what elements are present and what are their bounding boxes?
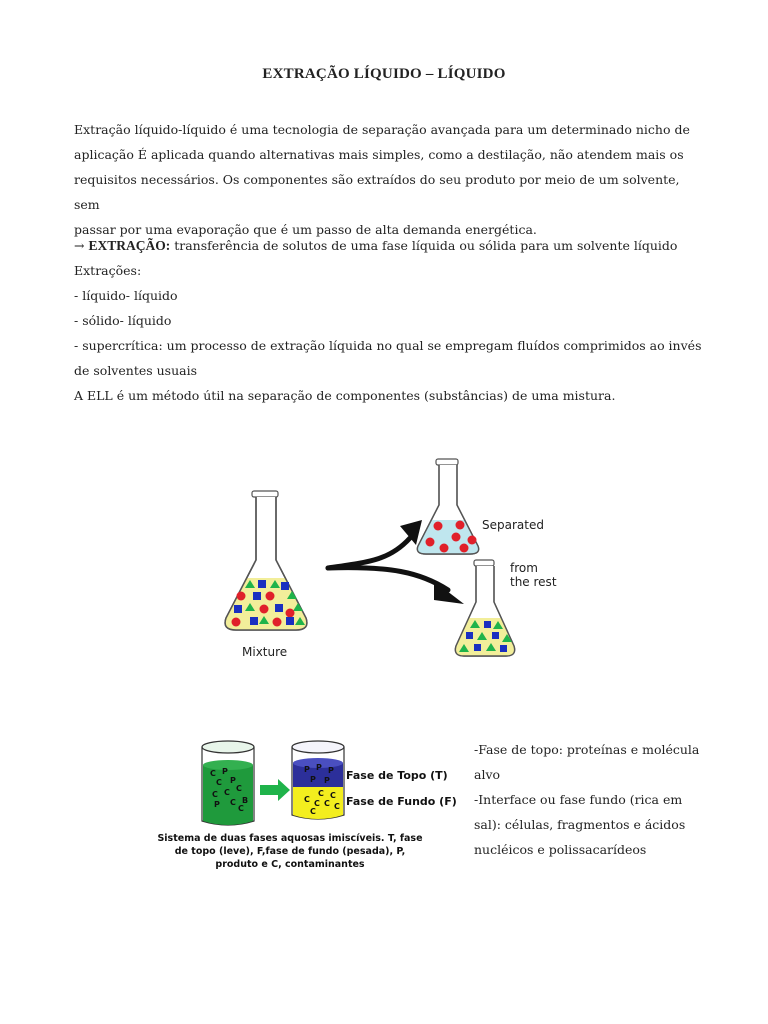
svg-text:P: P — [328, 766, 334, 775]
svg-text:P: P — [304, 765, 310, 774]
svg-text:C: C — [314, 799, 320, 808]
intro-line: passar por uma evaporação que é um passo de alta demanda energética. — [74, 222, 537, 237]
mixture-beaker — [202, 741, 254, 825]
intro-paragraph — [74, 117, 704, 242]
svg-text:B: B — [242, 796, 249, 805]
svg-text:C: C — [236, 784, 242, 793]
arrow-symbol: → — [74, 238, 85, 253]
svg-text:C: C — [304, 795, 310, 804]
label-bottom-phase: Fase de Fundo (F) — [346, 795, 457, 808]
extraction-text: transferência de solutos de uma fase líquida ou sólida para um solvente líquido — [174, 238, 678, 253]
intro-line: aplicação É aplicada quando alternativas mais simples, como a destilação, não atendem mais os — [74, 147, 684, 162]
label-the-rest: the rest — [510, 575, 557, 589]
svg-text:C: C — [230, 798, 236, 807]
side-note-line: nucléicos e polissacarídeos — [474, 842, 647, 857]
side-note-line: alvo — [474, 767, 501, 782]
side-notes — [474, 737, 734, 862]
side-note-line: -Fase de topo: proteínas e molécula — [474, 742, 700, 757]
caption-line: de topo (leve), F,fase de fundo (pesada), P, — [174, 846, 406, 857]
two-phase-beaker — [292, 741, 457, 819]
caption-line: Sistema de duas fases aquosas imiscíveis. T, fase — [157, 833, 423, 844]
page-title: EXTRAÇÃO LÍQUIDO – LÍQUIDO — [262, 66, 506, 82]
svg-text:C: C — [324, 799, 330, 808]
svg-text:C: C — [310, 807, 316, 816]
intro-line: Extração líquido-líquido é uma tecnologia de separação avançada para um determinado nicho de — [74, 122, 690, 137]
mixture-flask — [225, 491, 307, 659]
separated-flask — [417, 459, 544, 554]
side-note-line: -Interface ou fase fundo (rica em — [474, 792, 683, 807]
extraction-type-item: - líquido- líquido — [74, 288, 178, 303]
two-phase-figure — [118, 735, 458, 875]
green-arrow — [260, 779, 290, 801]
rest-flask — [455, 560, 556, 656]
svg-text:P: P — [324, 776, 330, 785]
figure-caption — [157, 833, 422, 870]
svg-text:C: C — [224, 788, 230, 797]
svg-text:C: C — [330, 791, 336, 800]
svg-text:C: C — [238, 804, 244, 813]
extraction-section — [74, 233, 704, 408]
extractions-label: Extrações: — [74, 263, 142, 278]
svg-text:C: C — [212, 790, 218, 799]
extraction-type-item: - sólido- líquido — [74, 313, 172, 328]
extraction-definition — [74, 233, 704, 258]
svg-text:C: C — [334, 802, 340, 811]
svg-text:C: C — [318, 789, 324, 798]
label-separated: Separated — [482, 518, 544, 532]
ell-sentence: A ELL é um método útil na separação de componentes (substâncias) de uma mistura. — [74, 388, 616, 403]
svg-text:P: P — [222, 767, 228, 776]
label-from: from — [510, 561, 538, 575]
svg-text:P: P — [316, 763, 322, 772]
svg-text:C: C — [216, 778, 222, 787]
label-top-phase: Fase de Topo (T) — [346, 769, 448, 782]
extraction-type-item: de solventes usuais — [74, 363, 198, 378]
separation-figure — [220, 450, 560, 670]
side-note-line: sal): células, fragmentos e ácidos — [474, 817, 686, 832]
intro-line: requisitos necessários. Os componentes são extraídos do seu produto por meio de um solvente, sem — [74, 172, 680, 212]
svg-text:P: P — [310, 775, 316, 784]
extraction-type-item: - supercrítica: um processo de extração líquida no qual se empregam fluídos comprimidos ao invés — [74, 338, 702, 353]
extraction-heading: EXTRAÇÃO: — [88, 238, 171, 253]
svg-text:P: P — [230, 776, 236, 785]
caption-line: produto e C, contaminantes — [215, 859, 365, 870]
svg-text:C: C — [210, 769, 216, 778]
svg-text:P: P — [214, 800, 220, 809]
label-mixture: Mixture — [242, 645, 288, 659]
